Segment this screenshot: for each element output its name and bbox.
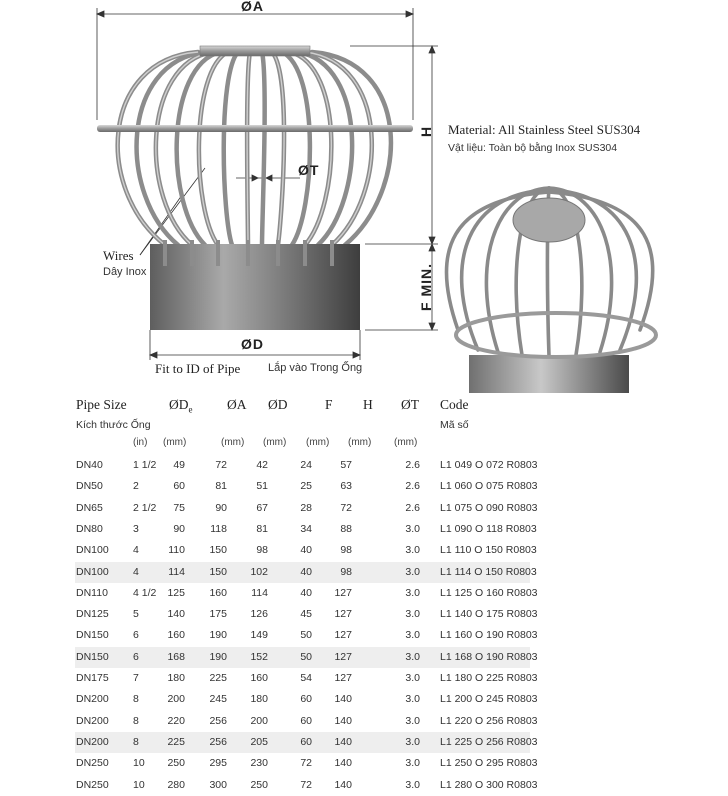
cell-code: L1 090 O 118 R0803 xyxy=(440,522,537,535)
cell-h: 127 xyxy=(334,650,352,663)
cell-a: 256 xyxy=(209,735,227,748)
unit-a: (mm) xyxy=(221,437,245,448)
cell-t: 2.6 xyxy=(405,501,420,514)
cell-t: 3.0 xyxy=(405,565,420,578)
cell-dn: DN250 xyxy=(76,757,109,770)
cell-d: 102 xyxy=(250,565,268,578)
table-row xyxy=(75,753,538,774)
cell-f: 50 xyxy=(300,650,312,663)
cell-a: 225 xyxy=(209,672,227,684)
cell-a: 72 xyxy=(215,459,227,471)
unit-h: (mm) xyxy=(348,437,372,448)
unit-de: (mm) xyxy=(163,437,187,448)
material-label: Material: All Stainless Steel SUS304 xyxy=(448,122,641,137)
cell-d: 152 xyxy=(250,650,268,663)
cell-inch: 6 xyxy=(133,629,139,642)
cell-a: 190 xyxy=(209,650,227,663)
top-cap xyxy=(200,46,310,56)
cell-dn: DN200 xyxy=(76,714,109,727)
cell-code: L1 168 O 190 R0803 xyxy=(440,650,538,663)
table-row xyxy=(75,711,538,732)
cell-h: 98 xyxy=(340,565,352,578)
cell-f: 60 xyxy=(300,693,312,706)
cell-f: 50 xyxy=(300,629,312,642)
cell-a: 175 xyxy=(209,608,227,621)
cell-inch: 2 1/2 xyxy=(133,501,157,514)
cell-de: 200 xyxy=(167,693,185,706)
cell-code: L1 250 O 295 R0803 xyxy=(440,757,538,770)
cell-f: 40 xyxy=(300,544,312,557)
cell-f: 72 xyxy=(300,757,312,770)
cell-inch: 8 xyxy=(133,714,139,727)
cell-de: 220 xyxy=(167,714,185,727)
cell-t: 3.0 xyxy=(405,757,420,770)
cell-code: L1 200 O 245 R0803 xyxy=(440,693,538,706)
cell-f: 34 xyxy=(300,522,312,535)
cell-f: 40 xyxy=(300,586,312,599)
cell-de: 49 xyxy=(173,459,185,471)
cell-d: 230 xyxy=(250,757,268,770)
cell-a: 300 xyxy=(209,778,227,791)
cell-h: 140 xyxy=(334,778,352,791)
cell-t: 3.0 xyxy=(405,608,420,621)
cell-a: 256 xyxy=(209,714,227,727)
cell-a: 295 xyxy=(209,757,227,770)
dimension-t-label: ØT xyxy=(298,162,320,178)
cell-de: 180 xyxy=(167,672,185,684)
cell-de: 110 xyxy=(168,544,185,557)
perspective-view xyxy=(446,188,656,393)
cell-code: L1 160 O 190 R0803 xyxy=(440,629,538,642)
cell-d: 160 xyxy=(250,672,268,684)
cell-d: 81 xyxy=(256,522,268,535)
cell-code: L1 049 O 072 R0803 xyxy=(440,459,538,471)
cell-code: L1 180 O 225 R0803 xyxy=(440,672,538,684)
cell-inch: 8 xyxy=(133,735,139,748)
cell-de: 225 xyxy=(167,735,185,748)
cell-t: 3.0 xyxy=(405,714,420,727)
unit-f: (mm) xyxy=(306,437,330,448)
table-row xyxy=(75,689,538,710)
cell-inch: 1 1/2 xyxy=(133,459,157,471)
cell-inch: 7 xyxy=(133,672,139,684)
subheader-pipe-size-vi: Kích thước Ống xyxy=(76,419,151,431)
fit-label: Fit to ID of Pipe xyxy=(155,361,241,376)
cell-d: 51 xyxy=(256,480,268,493)
table-row xyxy=(75,583,538,604)
header-pipe-size: Pipe Size xyxy=(76,397,127,412)
cell-f: 40 xyxy=(300,565,312,578)
cell-d: 42 xyxy=(256,459,268,471)
table-row xyxy=(75,476,538,497)
cell-dn: DN200 xyxy=(76,693,109,706)
wires-label-vi: Dây Inox xyxy=(103,266,147,278)
cell-code: L1 060 O 075 R0803 xyxy=(440,480,538,493)
table-row xyxy=(75,647,538,668)
wire-ends xyxy=(165,240,332,266)
cell-inch: 4 1/2 xyxy=(133,586,157,599)
cell-f: 60 xyxy=(300,714,312,727)
cell-inch: 4 xyxy=(133,544,139,557)
cell-dn: DN110 xyxy=(76,586,108,599)
cell-dn: DN100 xyxy=(76,544,109,557)
cell-dn: DN150 xyxy=(76,629,109,642)
cell-a: 118 xyxy=(210,522,227,535)
dimension-h-label: H xyxy=(418,125,434,137)
cell-dn: DN100 xyxy=(76,565,109,578)
material-label-vi: Vật liệu: Toàn bộ bằng Inox SUS304 xyxy=(448,142,618,154)
cell-a: 150 xyxy=(209,544,227,557)
cell-de: 168 xyxy=(167,650,185,663)
cell-t: 2.6 xyxy=(405,480,420,493)
cell-d: 126 xyxy=(250,608,268,621)
table-units xyxy=(75,435,530,455)
cell-inch: 2 xyxy=(133,480,139,493)
cell-d: 149 xyxy=(250,629,268,642)
cell-de: 125 xyxy=(167,586,185,599)
cell-inch: 10 xyxy=(133,778,145,791)
table-row xyxy=(75,498,538,519)
dimension-a-label: ØA xyxy=(241,0,264,14)
cell-h: 140 xyxy=(334,757,352,770)
table-row xyxy=(75,519,537,540)
cell-f: 25 xyxy=(300,480,312,493)
dimension-f-label: F MIN. xyxy=(418,263,434,311)
cell-f: 72 xyxy=(300,778,312,791)
cell-de: 75 xyxy=(173,501,185,514)
table-row xyxy=(75,604,538,625)
cell-h: 127 xyxy=(334,629,352,642)
fit-label-vi: Lắp vào Trong Ống xyxy=(268,362,363,374)
table-row xyxy=(75,562,537,583)
cell-h: 72 xyxy=(340,501,352,514)
cell-t: 3.0 xyxy=(405,522,420,535)
cell-a: 190 xyxy=(209,629,227,642)
cell-code: L1 110 O 150 R0803 xyxy=(440,544,537,557)
cell-code: L1 225 O 256 R0803 xyxy=(440,735,538,748)
header-a: ØA xyxy=(227,397,247,412)
cell-dn: DN250 xyxy=(76,778,109,791)
wires-label: Wires xyxy=(103,248,134,263)
cell-dn: DN125 xyxy=(76,608,109,621)
table-row xyxy=(75,455,538,476)
cell-t: 3.0 xyxy=(405,735,420,748)
technical-drawing xyxy=(0,0,728,393)
cell-de: 90 xyxy=(173,522,185,535)
header-de: $ØD_e$ xyxy=(169,397,193,415)
cell-a: 150 xyxy=(209,565,227,578)
cell-h: 63 xyxy=(340,480,352,493)
cell-h: 127 xyxy=(334,672,352,684)
cell-inch: 10 xyxy=(133,757,145,770)
cell-dn: DN80 xyxy=(76,522,103,535)
cell-f: 45 xyxy=(300,608,312,621)
cell-d: 205 xyxy=(250,735,268,748)
table-row xyxy=(75,775,538,796)
cell-dn: DN150 xyxy=(76,650,109,663)
cell-t: 3.0 xyxy=(405,586,420,599)
cell-dn: DN65 xyxy=(76,501,103,514)
cell-f: 54 xyxy=(300,672,312,684)
cell-d: 114 xyxy=(251,586,268,599)
cell-code: L1 140 O 175 R0803 xyxy=(440,608,538,621)
unit-t: (mm) xyxy=(394,437,418,448)
table-row xyxy=(75,668,538,689)
cell-inch: 4 xyxy=(133,565,139,578)
cell-dn: DN175 xyxy=(76,672,109,684)
cell-d: 67 xyxy=(256,501,268,514)
cell-inch: 3 xyxy=(133,522,139,535)
cell-code: L1 114 O 150 R0803 xyxy=(440,565,537,578)
table-subheader xyxy=(75,417,530,437)
unit-d: (mm) xyxy=(263,437,287,448)
cell-h: 98 xyxy=(340,544,352,557)
cell-de: 140 xyxy=(167,608,185,621)
cell-a: 81 xyxy=(215,480,227,493)
cell-de: 160 xyxy=(167,629,185,642)
cell-inch: 6 xyxy=(133,650,139,663)
cell-f: 28 xyxy=(300,501,312,514)
cell-t: 3.0 xyxy=(405,672,420,684)
cell-t: 3.0 xyxy=(405,778,420,791)
dimension-d-label: ØD xyxy=(241,336,264,352)
cell-f: 24 xyxy=(300,459,312,471)
cell-a: 160 xyxy=(209,586,227,599)
cell-dn: DN40 xyxy=(76,459,103,471)
cell-h: 140 xyxy=(334,714,352,727)
cell-code: L1 280 O 300 R0803 xyxy=(440,778,538,791)
table-header xyxy=(75,395,530,415)
cell-d: 250 xyxy=(250,778,268,791)
unit-in: (in) xyxy=(133,437,148,448)
cell-t: 3.0 xyxy=(405,544,420,557)
cage-wires xyxy=(118,52,391,245)
cell-de: 250 xyxy=(167,757,185,770)
cell-de: 114 xyxy=(168,565,185,578)
table-row xyxy=(75,625,538,646)
cell-d: 98 xyxy=(256,544,268,557)
cell-a: 245 xyxy=(209,693,227,706)
cell-dn: DN200 xyxy=(76,735,109,748)
cell-h: 140 xyxy=(334,693,352,706)
header-t: ØT xyxy=(401,397,419,412)
header-f: F xyxy=(325,397,333,412)
cell-h: 127 xyxy=(334,586,352,599)
cell-a: 90 xyxy=(215,501,227,514)
table-row xyxy=(75,540,537,561)
cell-code: L1 220 O 256 R0803 xyxy=(440,714,538,727)
cell-de: 280 xyxy=(167,778,185,791)
cell-d: 180 xyxy=(250,693,268,706)
cell-h: 127 xyxy=(334,608,352,621)
header-d: ØD xyxy=(268,397,288,412)
horizontal-ring xyxy=(97,125,413,132)
cell-de: 60 xyxy=(173,480,185,493)
cell-d: 200 xyxy=(250,714,268,727)
cell-t: 2.6 xyxy=(405,459,420,471)
header-code: Code xyxy=(440,397,469,412)
cell-t: 3.0 xyxy=(405,629,420,642)
cell-inch: 5 xyxy=(133,608,139,621)
cell-h: 57 xyxy=(340,459,352,471)
cell-code: L1 075 O 090 R0803 xyxy=(440,501,538,514)
cell-h: 140 xyxy=(334,735,352,748)
subheader-code-vi: Mã số xyxy=(440,419,469,431)
header-h: H xyxy=(363,397,373,412)
cell-inch: 8 xyxy=(133,693,139,706)
cell-f: 60 xyxy=(300,735,312,748)
cell-h: 88 xyxy=(340,522,352,535)
cell-dn: DN50 xyxy=(76,480,103,493)
table-row xyxy=(75,732,538,753)
pipe-spigot xyxy=(150,244,360,330)
cell-code: L1 125 O 160 R0803 xyxy=(440,586,538,599)
cell-t: 3.0 xyxy=(405,693,420,706)
cell-t: 3.0 xyxy=(405,650,420,663)
